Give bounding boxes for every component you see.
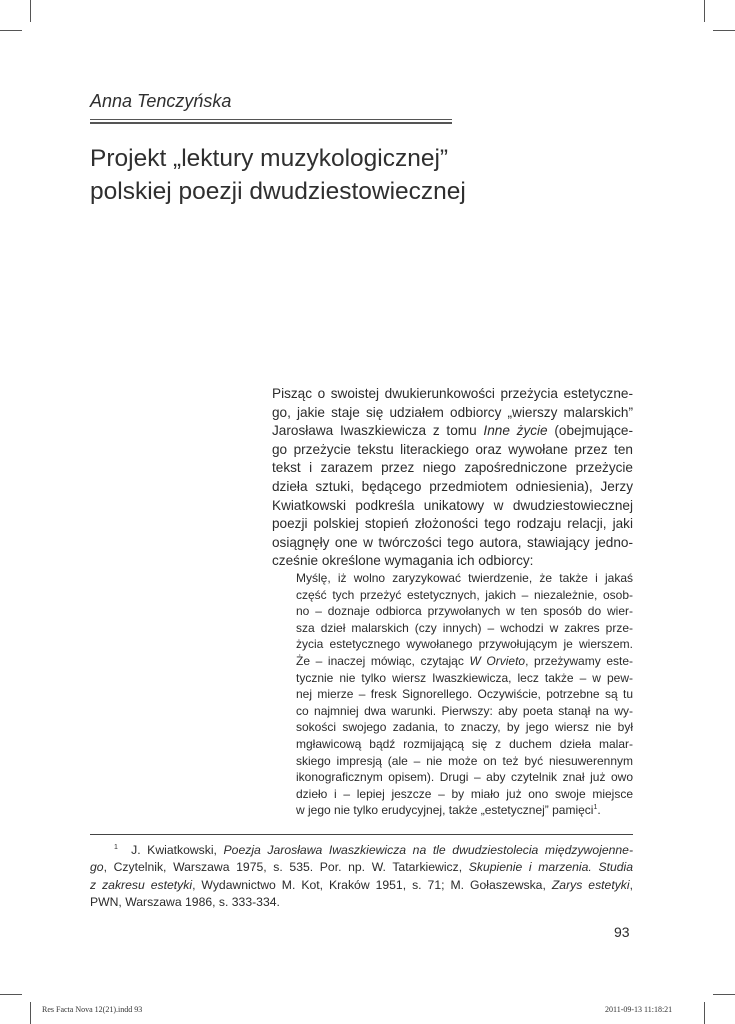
crop-mark — [30, 1002, 31, 1024]
quote-line: w jego nie tylko erudycyjnej, także „estetycznej” pamięci$^1$. — [296, 803, 601, 818]
title-line-1: Projekt „lektury muzykologicznej” — [90, 145, 449, 172]
quote-line: dziełо i – lepiej jeszcze – by miało już ono swoje miejsce — [296, 786, 633, 801]
author-name: Anna Tenczyńska — [90, 91, 232, 111]
quote-line: część tych przeżyć estetycznych, jakich – niezależnie, osob- — [296, 587, 633, 602]
paragraph-line: osiągnęły one w twórczości tego autora, stawiający jedno- — [272, 534, 633, 550]
work-title: Inne życie — [483, 423, 548, 439]
crop-mark — [713, 994, 735, 995]
quote-line: nej mierze – fresk Signorellego. Oczywiście, potrzebne są tu — [296, 687, 633, 702]
crop-mark — [0, 30, 22, 31]
crop-mark — [704, 0, 705, 22]
footnote — [90, 842, 633, 911]
paragraph-line: go, jakie staje się udziałem odbiorcy „wierszy malarskich” — [272, 404, 633, 420]
quote-line: skiego impresją (ale – nie może on też być niesuwerennym — [296, 753, 633, 768]
body-paragraph — [272, 385, 633, 571]
quote-line: tycznie nie tylko wiersz Iwaszkiewicza, lecz także – w pew- — [296, 670, 633, 685]
paragraph-line: Jarosława Iwaszkiewicza z tomu Inne życie (obejmujące- — [272, 423, 633, 439]
paragraph-line: tekst i zarazem przez niego zapośredniczone przeżycie — [272, 460, 633, 476]
paragraph-line: cześnie określone wymagania ich odbiorcy: — [272, 553, 534, 569]
quote-line: życia estetycznego wywołanego przywołującym je wierszem. — [296, 637, 633, 652]
title-line-2: polskiej poezji dwudziestowiecznej — [90, 178, 466, 205]
title-rule-bottom — [90, 122, 452, 124]
crop-mark — [0, 994, 22, 995]
footnote-marker: 1 — [114, 843, 118, 851]
paragraph-line: go przeżycie tekstu literackiego oraz wywołane przez ten — [272, 441, 633, 457]
paragraph-line: Kwiatkowski podkreśla unikatowy w dwudziestowiecznej — [272, 497, 633, 513]
crop-mark — [30, 0, 31, 22]
quote-line: ikonograficznym opisem). Drugi – aby czytelnik znał już owo — [296, 770, 633, 785]
crop-mark — [713, 30, 735, 31]
paragraph-line: dzieła sztuki, będącego przedmiotem odniesienia), Jerzy — [272, 478, 633, 494]
quote-line: Że – inaczej mówiąc, czytając W Orvieto, przeżywamy este- — [296, 653, 634, 668]
work-title: W Orvieto — [469, 653, 526, 668]
quote-line: no – doznaje odbiorca przywołanych w ten sposób do wier- — [296, 604, 633, 619]
quote-line: sza dzieł malarskich (czy innych) – wchodzi w zakres prze- — [296, 620, 633, 635]
crop-mark — [704, 1002, 705, 1024]
title-rule-top — [90, 119, 452, 120]
slug-left: Res Facta Nova 12(21).indd 93 — [42, 1005, 143, 1014]
page-number: 93 — [614, 924, 630, 940]
footnote-line: PWN, Warszawa 1986, s. 333-334. — [90, 894, 280, 909]
footnote-line: $^1$ J. Kwiatkowski, Poezja Jarosława Iwaszkiewicza na tle dwudziestolecia międzywojenne- — [114, 843, 633, 857]
quote-line: mgławicową bądź rozmijającą się z duchem dzieła malar- — [296, 736, 633, 751]
footnote-reference[interactable]: 1 — [593, 804, 598, 812]
paragraph-line: poezji polskiej stopień złożoności tego rodzaju relacji, jaki — [272, 516, 633, 532]
footnote-line: go, Czytelnik, Warszawa 1975, s. 535. Por. np. W. Tatarkiewicz, Skupienie i marzenia. Studia — [90, 860, 633, 875]
paragraph-line: Pisząc o swoistej dwukierunkowości przeżycia estetyczne- — [272, 386, 633, 401]
slug-right: 2011-09-13 11:18:21 — [605, 1005, 673, 1014]
article-title — [90, 142, 690, 208]
footnote-separator — [90, 834, 633, 835]
block-quote — [296, 570, 633, 819]
quote-line: co najmniej dwa warunki. Pierwszy: aby poeta stanął na wy- — [296, 703, 633, 718]
footnote-line: z zakresu estetyki, Wydawnictwo M. Kot, Kraków 1951, s. 71; M. Gołaszewska, Zarys estetyki, — [90, 877, 634, 892]
quote-line: Myślę, iż wolno zaryzykować twierdzenie, że także i jakaś — [296, 571, 633, 585]
quote-line: sokości swojego zadania, to znaczy, by jego wiersz nie był — [296, 720, 633, 735]
